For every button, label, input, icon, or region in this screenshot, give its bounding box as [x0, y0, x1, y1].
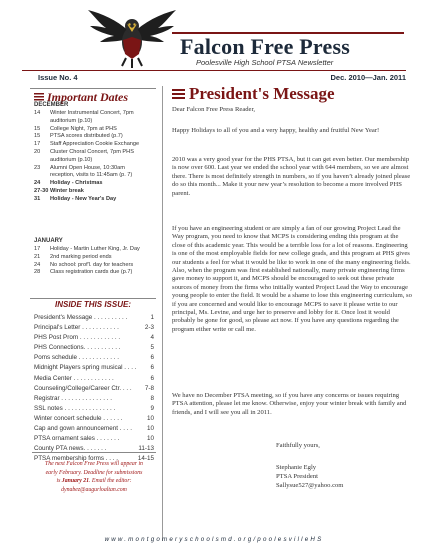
- toc-item: [34, 323, 154, 333]
- event-date: 21: [34, 253, 41, 260]
- toc-item: [34, 353, 154, 363]
- event-date: [34, 157, 50, 165]
- event-date: 20: [34, 148, 41, 155]
- event-text: Staff Appreciation Cookie Exchange: [50, 141, 140, 148]
- toc-label: PHS Post Prom . . . . . . . . . . . .: [34, 334, 121, 342]
- toc-page: 9: [150, 404, 154, 412]
- issue-number: Issue No. 4: [38, 73, 78, 82]
- toc-label: Poms schedule . . . . . . . . . . . .: [34, 354, 120, 362]
- newsletter-title: Falcon Free Press: [180, 34, 350, 59]
- event-text: Winter break: [50, 187, 84, 194]
- toc-page: 10: [146, 425, 154, 433]
- deadline-date: January 21: [61, 478, 90, 485]
- toc-item: [34, 313, 154, 323]
- toc-label: Media Center . . . . . . . . . . . .: [34, 374, 114, 382]
- toc-item: [34, 424, 154, 434]
- note-line: [34, 477, 154, 486]
- event-text: auditorium (p.10): [50, 117, 93, 124]
- issue-date: Dec. 2010—Jan. 2011: [330, 73, 406, 82]
- toc-label: SSL notes . . . . . . . . . . . . . . .: [34, 404, 116, 412]
- editor-email[interactable]: dynabez@augurloaltan.com: [61, 486, 127, 493]
- event-date: 24: [34, 180, 41, 187]
- event-row: [34, 110, 156, 118]
- event-row: [34, 254, 156, 262]
- event-date: 23: [34, 164, 41, 171]
- toc-item: [34, 333, 154, 343]
- signature-role: PTSA President: [276, 473, 318, 480]
- event-date: 14: [34, 110, 41, 116]
- event-text: Holiday - New Year's Day: [50, 195, 117, 202]
- event-text: Winter Instrumental Concert, 7pm: [50, 110, 134, 116]
- event-text: auditorium (p.10): [50, 156, 93, 163]
- triple-bar-icon: [34, 93, 44, 101]
- newsletter-subtitle: Poolesville High School PTSA Newsletter: [196, 58, 334, 67]
- inside-issue-heading: INSIDE THIS ISSUE:: [54, 300, 131, 309]
- event-row: [34, 269, 156, 277]
- letter-paragraph: Happy Holidays to all of you and a very happy, healthy and fruitful New Year!: [172, 127, 380, 134]
- toc-label: Principal's Letter . . . . . . . . . . .: [34, 324, 119, 332]
- toc-label: President's Message . . . . . . . . . .: [34, 314, 128, 321]
- toc-label: PTSA membership forms . . . .: [34, 455, 118, 463]
- toc-item: [34, 374, 154, 384]
- event-text: 2nd marking period ends: [50, 253, 112, 260]
- toc-item: [34, 394, 154, 404]
- event-row: [34, 262, 156, 270]
- toc-page: 4: [150, 334, 154, 342]
- table-of-contents: [34, 313, 154, 464]
- toc-label: Counseling/College/Career Ctr. . . .: [34, 384, 132, 392]
- event-date: [34, 118, 50, 126]
- toc-page: 6: [150, 374, 154, 382]
- presidents-message-heading: [172, 84, 410, 104]
- note-text: is: [56, 478, 62, 485]
- event-text: Holiday - Christmas: [50, 180, 103, 187]
- toc-item: [34, 384, 154, 394]
- event-date: 24: [34, 261, 41, 268]
- event-date: 28: [34, 269, 41, 276]
- toc-page: 10: [146, 414, 154, 422]
- toc-page: 2-3: [144, 324, 154, 332]
- toc-item: [34, 343, 154, 353]
- toc-label: PTSA ornament sales . . . . . . .: [34, 435, 120, 443]
- toc-label: Registrar . . . . . . . . . . . . . . .: [34, 394, 113, 402]
- deadline-note: [34, 460, 154, 494]
- falcon-logo: [86, 4, 178, 70]
- toc-page: 6: [150, 364, 154, 372]
- event-text: Alumni Open House, 10:30am: [50, 164, 125, 171]
- month-january: JANUARY: [34, 238, 63, 244]
- event-date: 17: [34, 246, 41, 252]
- event-row: [34, 180, 156, 188]
- january-event-list: [34, 246, 156, 277]
- event-row: [34, 149, 156, 157]
- event-row: [34, 165, 156, 173]
- toc-label: Midnight Players spring musical . . . .: [34, 364, 137, 372]
- footer-url[interactable]: www.montgomeryschoolsmd.org/poolesvilleHS: [104, 536, 324, 543]
- event-text: Holiday - Martin Luther King, Jr. Day: [50, 246, 140, 252]
- event-date: 31: [34, 195, 41, 202]
- toc-page: 5: [150, 344, 154, 352]
- triple-bar-icon: [172, 89, 185, 100]
- letter-paragraph: If you have an engineering student or are simply a fan of our growing Project Lead the Way program, you need to know that MCPS is considering ending this program at the close of this academic year. This would be a terrible loss for a lot of reasons. Engineering is one of the most employable fields for new college grads, and this program at PHS gives our students a feel for what it would be like to work in one of the many engineering fields. Also, when the program was first established nationally, many private engineering firms gave money to support it, and MCPS should be encouraged to seek out these private sources of money from the firms who initially wanted Project Lead the Way to encourage young people to enter the field. It would be a shame to lose this engineering curriculum, so if you are concerned and would like to encourage MCPS to save it please write to our principal, Ms. Levine, and urge her to preserve and lobby for it. Once lost it would probably be gone for good, so please act now. If you have any questions regarding the program either write or call me.: [172, 225, 412, 333]
- toc-page: 10: [146, 435, 154, 443]
- event-row: [34, 141, 156, 149]
- event-row: [34, 172, 156, 180]
- event-text: reception, visits to 11:45am (p. 7): [50, 172, 133, 179]
- event-text: No school: prof'l. day for teachers: [50, 261, 134, 268]
- toc-item: [34, 363, 154, 373]
- toc-page: 1: [150, 314, 154, 321]
- toc-item: [34, 414, 154, 424]
- event-row: [34, 188, 156, 196]
- event-text: Class registration cards due (p.7): [50, 269, 133, 276]
- letter-paragraph: 2010 was a very good year for the PHS PTSA, but it can get even better. Our membership is now over 600. Last year we ended the school year with 644 members, so we are almost there. There is most definitely strength in numbers, so if you haven’t already joined please do so this month... Make it your new year’s resolution to become a more involved PHS parent.: [172, 156, 411, 197]
- letter-paragraph: We have no December PTSA meeting, so if you have any concerns or issues requiring PTSA attention, please let me know. Otherwise, enjoy your winter break with family and friends, and I will see you all in 2011.: [172, 392, 407, 416]
- toc-label: PHS Connections. . . . . . . . . . .: [34, 344, 121, 352]
- event-text: College Night, 7pm at PHS: [50, 125, 117, 132]
- column-divider: [162, 86, 163, 541]
- letter-closing: Faithfully yours,: [276, 442, 320, 449]
- event-date: 27-30: [34, 187, 49, 194]
- toc-label: County PTA news. . . . . . .: [34, 445, 107, 453]
- toc-page: 7-8: [144, 384, 154, 392]
- event-row: [34, 126, 156, 134]
- note-line: early February. Deadline for submissions: [45, 469, 143, 476]
- event-row: [34, 157, 156, 165]
- note-line: The next Falcon Free Press will appear in: [45, 461, 143, 467]
- event-text: PTSA scores distributed (p.7): [50, 133, 123, 140]
- month-december: DECEMBER: [34, 102, 69, 108]
- december-event-list: [34, 110, 156, 204]
- event-date: 15: [34, 133, 41, 140]
- toc-page: 8: [150, 394, 154, 402]
- important-dates-title: Important Dates: [47, 90, 129, 104]
- signature-name: Stephanie Egly: [276, 464, 317, 471]
- event-row: [34, 118, 156, 126]
- toc-page: 11-13: [138, 445, 154, 453]
- note-text: . Email the editor:: [89, 478, 132, 485]
- toc-item: [34, 434, 154, 444]
- presidents-message-title: President's Message: [189, 84, 335, 103]
- event-row: [34, 246, 156, 254]
- toc-page: 6: [150, 354, 154, 362]
- event-text: Cluster Choral Concert, 7pm PHS: [50, 148, 134, 155]
- toc-item: [34, 404, 154, 414]
- signature-email[interactable]: Sallysue527@yahoo.com: [276, 482, 344, 489]
- event-row: [34, 133, 156, 141]
- event-date: [34, 172, 50, 180]
- toc-label: Cap and gown announcement . . . .: [34, 425, 133, 433]
- toc-label: Winter concert schedule . . . . . .: [34, 414, 123, 422]
- letter-salutation: Dear Falcon Free Press Reader,: [172, 106, 256, 113]
- event-row: [34, 196, 156, 204]
- toc-page: 14-15: [137, 455, 154, 463]
- event-date: 15: [34, 125, 41, 132]
- event-date: 17: [34, 141, 41, 148]
